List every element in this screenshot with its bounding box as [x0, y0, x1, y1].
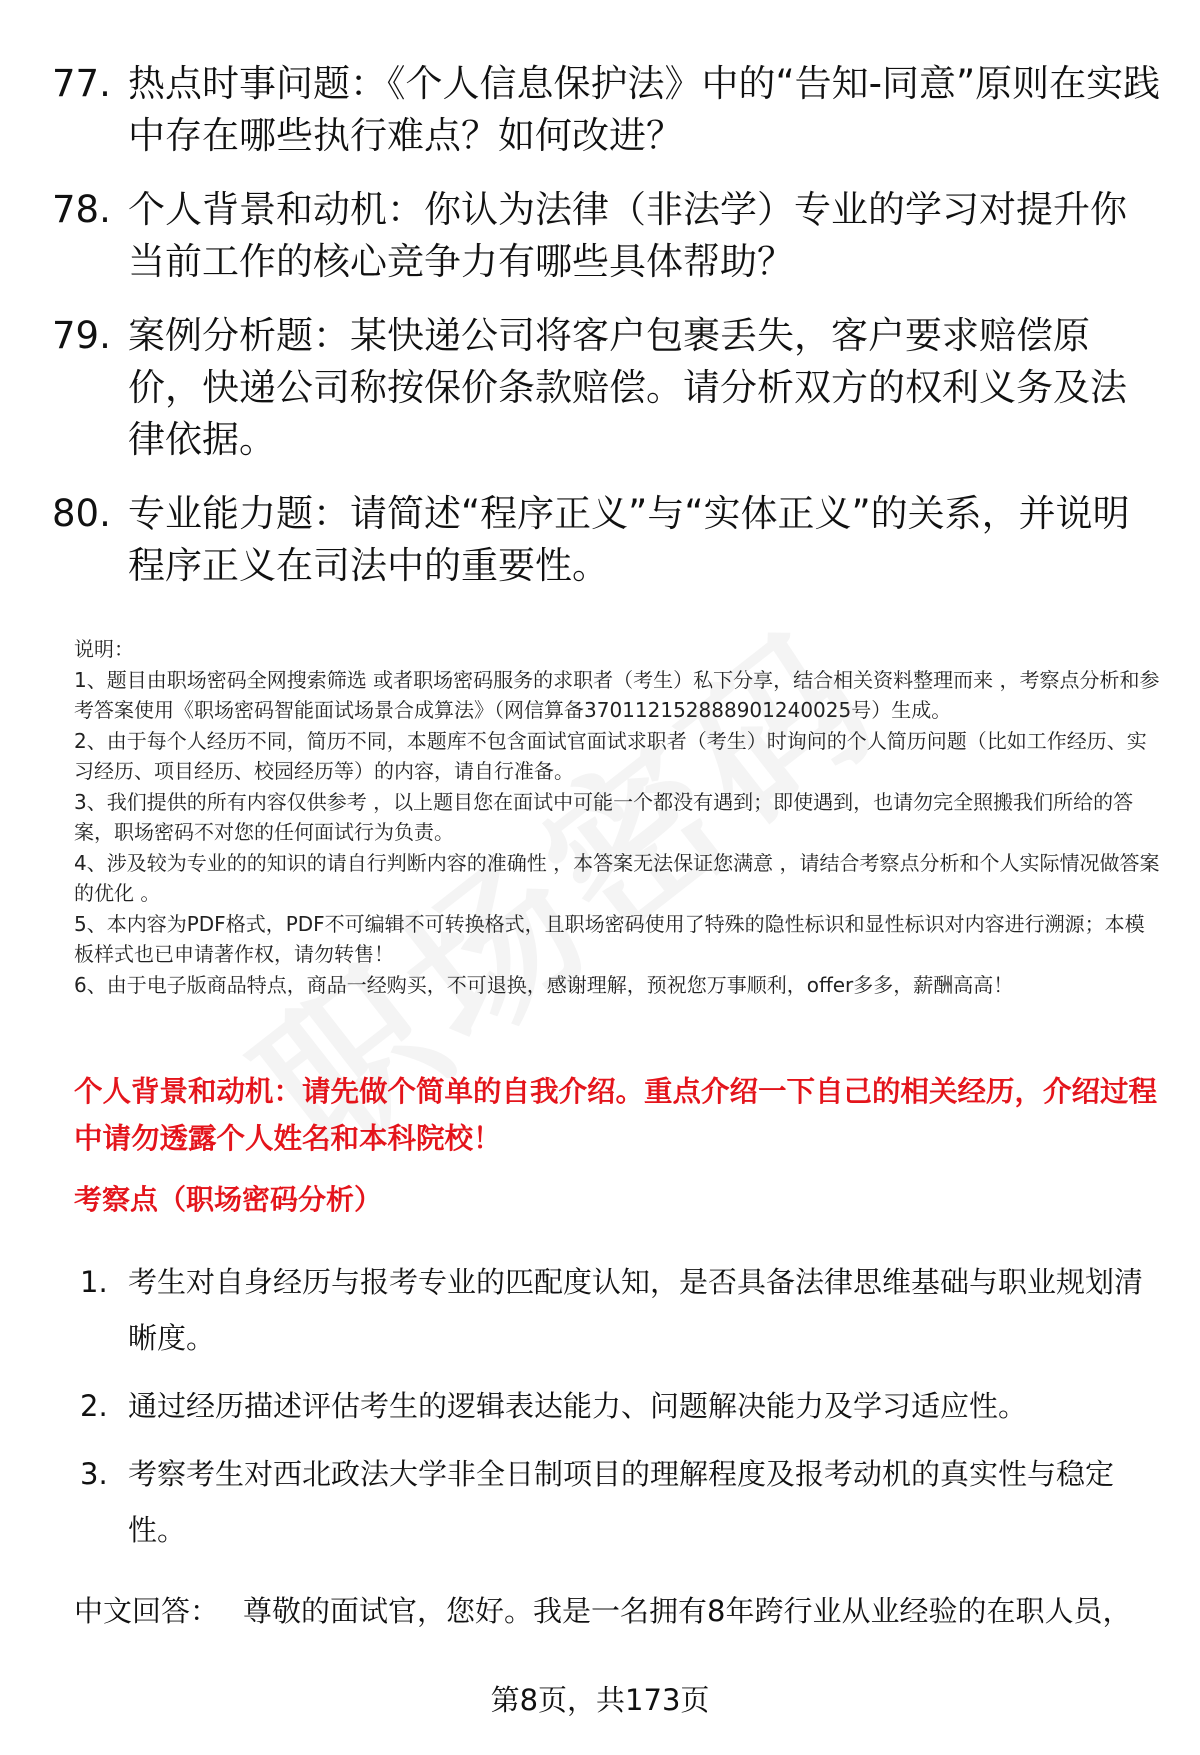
answer-label: 中文回答： [74, 1594, 220, 1628]
question-number: 80. [52, 492, 111, 535]
note-item: 3、我们提供的所有内容仅供参考 ，以上题目您在面试中可能一个都没有遇到；即使遇到，也请勿完全照搬我们所给的答案，职场密码不对您的任何面试行为负责。 [74, 789, 1134, 844]
analysis-point [80, 1446, 1160, 1558]
analysis-title: 考察点（职场密码分析） [74, 1183, 383, 1216]
analysis-point [80, 1378, 1160, 1434]
disclaimer-notes [74, 634, 1160, 1000]
question-text: 热点时事问题：《个人信息保护法》中的“告知-同意”原则在实践中存在哪些执行难点？如何改进？ [128, 62, 1161, 157]
question-number: 79. [52, 314, 111, 357]
question-number: 78. [52, 188, 111, 231]
point-text: 考生对自身经历与报考专业的匹配度认知，是否具备法律思维基础与职业规划清晰度。 [128, 1265, 1144, 1355]
note-item: 6、由于电子版商品特点，商品一经购买，不可退换，感谢理解，预祝您万事顺利，offer多多，薪酬高高！ [74, 972, 1014, 997]
analysis-points [80, 1254, 1160, 1570]
question-item [52, 58, 1162, 162]
note-item: 1、题目由职场密码全网搜索筛选 或者职场密码服务的求职者（考生）私下分享，结合相关资料整理而来 ，考察点分析和参考答案使用《职场密码智能面试场景合成算法》（网信算备370112152888901240025号）生成。 [74, 667, 1160, 722]
point-text: 通过经历描述评估考生的逻辑表达能力、问题解决能力及学习适应性。 [128, 1389, 1028, 1423]
featured-question: 个人背景和动机：请先做个简单的自我介绍。重点介绍一下自己的相关经历，介绍过程中请勿透露个人姓名和本科院校！ [74, 1075, 1158, 1155]
question-number: 77. [52, 62, 111, 105]
page-footer: 第8页，共173页 [490, 1683, 710, 1717]
analysis-point [80, 1254, 1160, 1366]
question-text: 专业能力题：请简述“程序正义”与“实体正义”的关系，并说明程序正义在司法中的重要性。 [128, 492, 1130, 587]
point-number: 2. [80, 1389, 108, 1423]
note-item: 4、涉及较为专业的的知识的请自行判断内容的准确性 ，本答案无法保证您满意 ，请结合考察点分析和个人实际情况做答案的优化 。 [74, 850, 1160, 905]
answer-text: 尊敬的面试官，您好。我是一名拥有8年跨行业从业经验的在职人员， [243, 1594, 1132, 1628]
point-number: 1. [80, 1265, 108, 1299]
question-item [52, 488, 1162, 592]
answer-paragraph [74, 1590, 1131, 1632]
question-text: 个人背景和动机：你认为法律（非法学）专业的学习对提升你当前工作的核心竞争力有哪些具体帮助？ [128, 188, 1127, 283]
question-list [52, 58, 1162, 614]
point-number: 3. [80, 1457, 108, 1491]
note-item: 5、本内容为PDF格式，PDF不可编辑不可转换格式，且职场密码使用了特殊的隐性标识和显性标识对内容进行溯源；本模板样式也已申请著作权，请勿转售！ [74, 911, 1145, 966]
point-text: 考察考生对西北政法大学非全日制项目的理解程度及报考动机的真实性与稳定性。 [128, 1457, 1115, 1547]
notes-title: 说明： [74, 637, 134, 661]
question-text: 案例分析题：某快递公司将客户包裹丢失，客户要求赔偿原价，快递公司称按保价条款赔偿。请分析双方的权利义务及法律依据。 [128, 314, 1127, 461]
note-item: 2、由于每个人经历不同，简历不同，本题库不包含面试官面试求职者（考生）时询问的个人简历问题（比如工作经历、实习经历、项目经历、校园经历等）的内容，请自行准备。 [74, 728, 1147, 783]
question-item [52, 184, 1162, 288]
question-item [52, 310, 1162, 466]
